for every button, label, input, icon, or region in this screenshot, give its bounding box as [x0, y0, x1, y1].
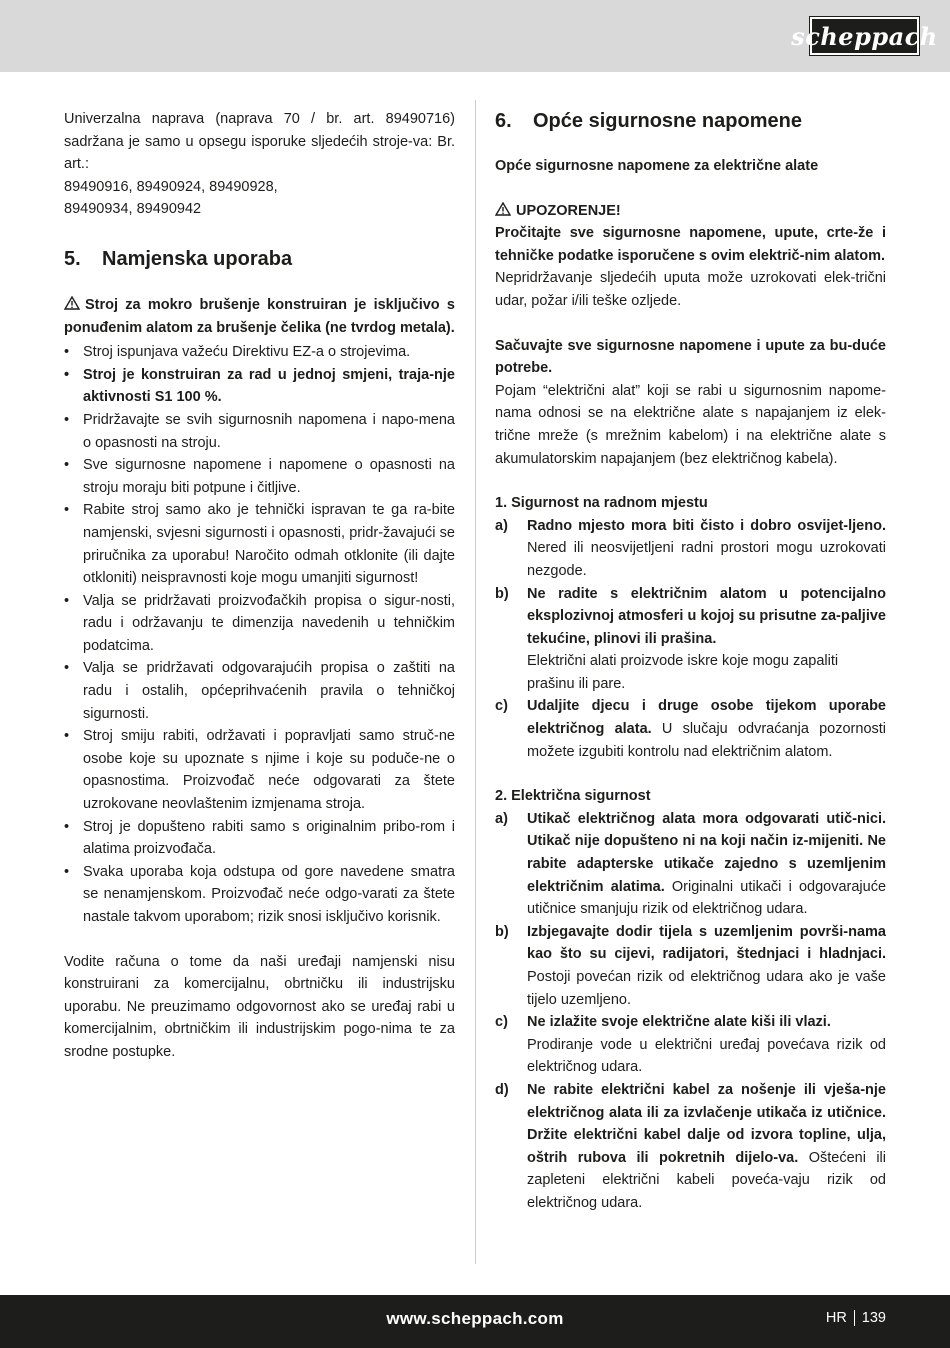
section-5-warning-text: Stroj za mokro brušenje konstruiran je isključivo s ponuđenim alatom za brušenje čelika (ne tvrdog metala).	[64, 296, 455, 336]
intro-line-1: Univerzalna naprava (naprava 70 / br. art. 89490716) sadržana je samo u opsegu isporuke sljedećih stroje-va: Br. art.:	[64, 111, 455, 173]
item-bold: Ne radite s električnim alatom u potencijalno eksplozivnoj atmosferi u kojoj su prisutne za-paljive tekućine, plinovi ili prašina.	[527, 585, 886, 647]
list-item	[495, 921, 886, 1011]
footer-website-link[interactable]: www.scheppach.com	[386, 1309, 564, 1328]
section-5-number: 5.	[64, 247, 81, 270]
item-bold: Udaljite djecu i druge osobe tijekom uporabe električnog alata.	[527, 698, 886, 738]
language-code: HR	[825, 1310, 847, 1326]
list-item: • Stroj je konstruiran za rad u jednoj smjeni, traja-nje aktivnosti S1 100 %.	[64, 364, 455, 409]
left-column	[64, 108, 455, 1064]
item-text: U slučaju odvraćanja pozornosti možete izgubiti kontrolu nad električnim alatom.	[527, 721, 887, 760]
list-item: • Stroj ispunjava važeću Direktivu EZ-a o strojevima.	[64, 341, 455, 364]
page-number: 139	[861, 1310, 886, 1326]
warning-bold-text: Pročitajte sve sigurnosne napomene, upute, crte-že i tehničke podatke isporučene s ovim električ-nim alatom.	[495, 225, 886, 264]
subsection-2-title: 2. Električna sigurnost	[495, 788, 651, 805]
section-5-title: Namjenska uporaba	[102, 247, 293, 270]
page-info	[826, 1310, 886, 1326]
keep-instructions-text: Pojam “električni alat” koji se rabi u sigurnosnim napome-nama odnosi se na električne alate s napajanjem iz elek-trične mreže (s mrežnim kabelom) i na električne alate s akumulatorskim napajanjem (bez električnog kabela).	[495, 382, 886, 467]
item-letter: a)	[495, 810, 508, 827]
subsection-2-list	[495, 808, 886, 1215]
item-extra: Električni alati proizvode iskre koje mogu zapaliti prašinu ili pare.	[527, 653, 839, 692]
section-5-bullets	[64, 341, 455, 928]
intro-line-2: 89490916, 89490924, 89490928,	[64, 178, 278, 195]
item-bold: Utikač električnog alata mora odgovarati utič-nici. Utikač nije dopušteno ni na koji način iz-mijeniti. Ne rabite adapterske utikače zajedno s uzemljenim električnim alatima.	[527, 810, 886, 895]
right-column	[495, 108, 886, 1215]
item-text: Nered ili neosvijetljeni radni prostori mogu uzrokovati nezgode.	[527, 540, 886, 579]
item-letter: a)	[495, 517, 508, 534]
subsection-1-title: 1. Sigurnost na radnom mjestu	[495, 495, 708, 512]
list-item: • Sve sigurnosne napomene i napomene o opasnosti na stroju moraju biti potpune i čitljive.	[64, 454, 455, 499]
item-letter: d)	[495, 1081, 509, 1098]
list-item	[495, 808, 886, 921]
item-bold: Izbjegavajte dodir tijela s uzemljenim površi-nama kao što su cijevi, radijatori, štednjaci i hladnjaci.	[527, 923, 886, 963]
list-item: • Valja se pridržavati proizvođačkih propisa o sigur-nosti, radu i održavanju te dimenzija navedenih u tehničkim podatcima.	[64, 590, 455, 658]
section-5-closing: Vodite računa o tome da naši uređaji namjenski nisu konstruirani za komercijalnu, obrtničku ili industrijsku uporabu. Ne preuzimamo odgovornost ako se uređaj rabi u komercijalnim, obrtničkim ili industrijskim pogo-nima te za srodne postupke.	[64, 953, 455, 1060]
item-extra: Prodiranje vode u električni uređaj povećava rizik od električnog udara.	[527, 1036, 886, 1076]
list-item	[495, 1079, 886, 1215]
item-text: Postoji povećan rizik od električnog udara ako je vaše tijelo uzemljeno.	[527, 969, 886, 1008]
warning-label: UPOZORENJE!	[516, 202, 621, 219]
warning-label-row	[495, 200, 886, 223]
item-text: Oštećeni ili zapleteni električni kabeli poveća-vaju rizik od električnog udara.	[527, 1149, 886, 1211]
list-item: • Rabite stroj samo ako je tehnički ispravan te ga ra-bite namjenski, svjesni sigurnosti i opasnosti, pridr-žavajući se priručnika za uporabu! Naročito odmah otklonite (ili dajte otkloniti) neispravnosti koje mogu umanjiti sigurnost!	[64, 499, 455, 589]
list-item: • Stroj smiju rabiti, održavati i popravljati samo struč-ne osobe koje su upoznate s njime i koje su poduče-ne o opasnostima. Proizvođač neće odgovarati za štete uzrokovane neovlaštenim izmjenama stroja.	[64, 725, 455, 815]
section-5-warning	[64, 294, 455, 339]
section-6-heading	[495, 108, 886, 134]
list-item	[495, 515, 886, 583]
item-letter: c)	[495, 1014, 508, 1031]
item-bold: Radno mjesto mora biti čisto i dobro osvijet-ljeno.	[527, 517, 886, 534]
item-bold: Ne rabite električni kabel za nošenje ili vješa-nje električnog alata ili za izvlačenje utikača iz utičnice. Držite električni kabel dalje od izvora topline, ulja, oštrih rubova ili pokretnih dijelo-va.	[527, 1081, 886, 1166]
brand-logo: scheppach	[810, 17, 919, 55]
section-6-subtitle: Opće sigurnosne napomene za električne alate	[495, 158, 819, 174]
list-item: • Stroj je dopušteno rabiti samo s originalnim pribo-rom i alatima proizvođača.	[64, 816, 455, 861]
section-5-heading	[64, 246, 455, 272]
section-6-number: 6.	[495, 110, 512, 132]
keep-instructions-bold: Sačuvajte sve sigurnosne napomene i upute za bu-duće potrebe.	[495, 337, 886, 377]
item-text: Originalni utikači i odgovarajuće utičnice smanjuju rizik od električnog udara.	[527, 878, 887, 918]
list-item: • Pridržavajte se svih sigurnosnih napomena i napo-mena o opasnosti na stroju.	[64, 409, 455, 454]
subsection-1-list	[495, 515, 886, 764]
item-letter: b)	[495, 585, 509, 602]
section-6-title: Opće sigurnosne napomene	[533, 110, 802, 132]
item-letter: c)	[495, 698, 508, 715]
list-item: • Valja se pridržavati odgovarajućih propisa o zaštiti na radu i ostalih, općeprihvaćenih pravila o tehničkoj sigurnosti.	[64, 657, 455, 725]
list-item	[495, 695, 886, 763]
warning-triangle-icon	[495, 202, 511, 216]
footer-band	[0, 1295, 950, 1348]
warning-triangle-icon	[64, 296, 80, 310]
list-item	[495, 1011, 886, 1079]
item-letter: b)	[495, 923, 509, 940]
warning-text: Nepridržavanje sljedećih uputa može uzrokovati elek-trični udar, požar i/ili teške ozljede.	[495, 270, 886, 309]
item-bold: Ne izlažite svoje električne alate kiši ili vlazi.	[527, 1014, 831, 1031]
page-info-separator	[854, 1310, 855, 1326]
column-divider	[475, 100, 476, 1264]
list-item: • Svaka uporaba koja odstupa od gore navedene smatra se nenamjenskom. Proizvođač neće odgo-varati za štete nastale takvom uporabom; rizik snosi isključivo korisnik.	[64, 861, 455, 929]
list-item	[495, 583, 886, 696]
intro-line-3: 89490934, 89490942	[64, 201, 202, 218]
